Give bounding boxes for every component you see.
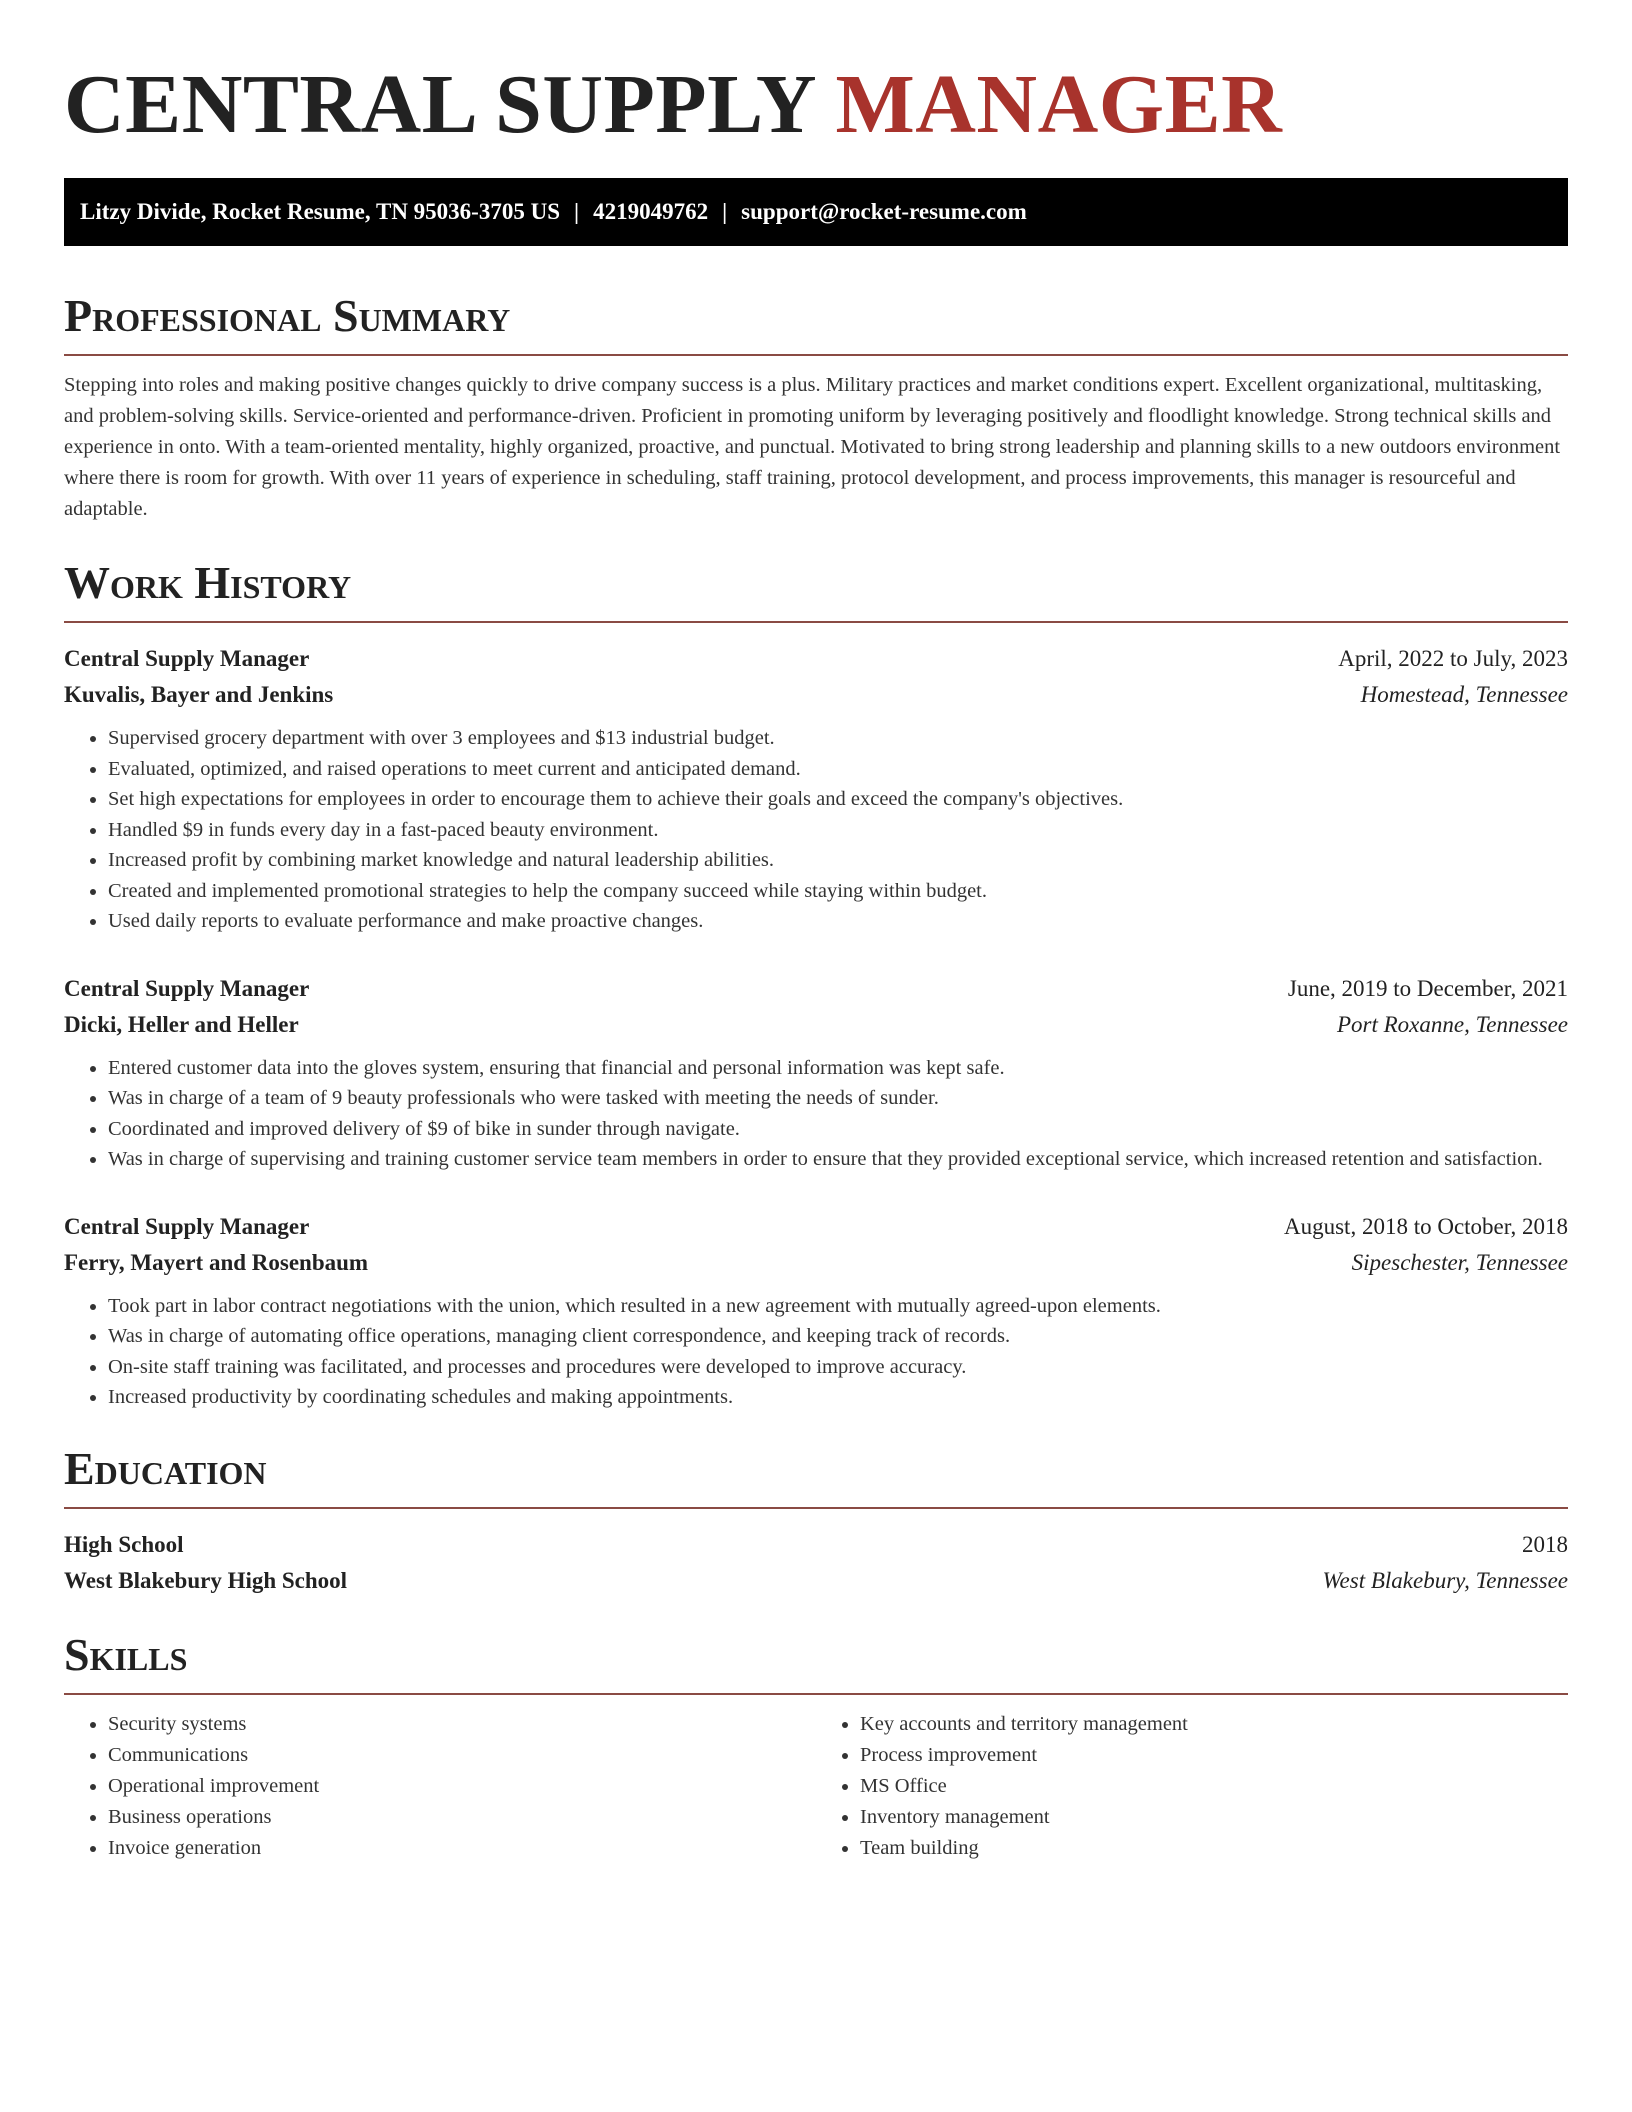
resume-title [64,50,1568,160]
job-bullet: • On-site staff training was facilitated, and processes and procedures were developed to improve accuracy. [108,1352,1568,1383]
summary-section [64,288,1568,525]
work-history-section [64,555,1568,1413]
job-bullet: • Took part in labor contract negotiations with the union, which resulted in a new agreement with mutually agreed-upon elements. [108,1291,1568,1322]
education-heading: Education [64,1441,1568,1509]
job-title: Central Supply Manager [64,646,310,671]
skill-item: • Inventory management [860,1802,1568,1833]
education-location: West Blakebury, Tennessee [1322,1567,1568,1593]
education-school: West Blakebury High School [64,1567,348,1593]
skills-list-left [64,1709,816,1864]
job-company: Kuvalis, Bayer and Jenkins [64,682,334,707]
job-bullet: • Used daily reports to evaluate performance and make proactive changes. [108,906,1568,937]
education-degree: High School [64,1531,184,1557]
skill-item: • Operational improvement [108,1771,816,1802]
contact-phone: 4219049762 [593,199,709,224]
job-bullet: • Increased productivity by coordinating schedules and making appointments. [108,1382,1568,1413]
job-title: Central Supply Manager [64,975,310,1001]
work-history-heading: Work History [64,555,1568,623]
title-main: CENTRAL SUPPLY [64,58,814,151]
summary-heading: Professional Summary [64,288,1568,356]
skill-item: • Invoice generation [108,1833,816,1864]
job-dates: June, 2019 to December, 2021 [1287,975,1568,1001]
skills-list-right [816,1709,1568,1864]
skill-item: • Business operations [108,1802,816,1833]
job-location: Sipeschester, Tennessee [1351,1249,1568,1275]
contact-bar [64,178,1568,246]
job-bullet: • Evaluated, optimized, and raised operations to meet current and anticipated demand. [108,754,1568,785]
job-bullet: • Set high expectations for employees in order to encourage them to achieve their goals and exceed the company's objectives. [108,784,1568,815]
job-location: Homestead, Tennessee [1360,682,1568,707]
contact-separator: | [722,199,728,224]
skills-section [64,1627,1568,1864]
job-bullet: • Supervised grocery department with over 3 employees and $13 industrial budget. [108,723,1568,754]
skill-item: • Communications [108,1740,816,1771]
contact-email: support@rocket-resume.com [741,199,1027,224]
job-location: Port Roxanne, Tennessee [1336,1011,1568,1037]
job-bullet: • Was in charge of automating office operations, managing client correspondence, and keeping track of records. [108,1321,1568,1352]
summary-text: Stepping into roles and making positive changes quickly to drive company success is a plus. Military practices and market conditions expert. Excellent organizational, multitasking, and problem-solving skills. Service-oriented and performance-driven. Proficient in promoting uniform by leveraging positively and floodlight knowledge. Strong technical skills and experience in onto. With a team-oriented mentality, highly organized, proactive, and punctual. Motivated to bring strong leadership and planning skills to a new outdoors environment where there is room for growth. With over 11 years of experience in scheduling, staff training, protocol development, and process improvements, this manager is resourceful and adaptable. [64,374,1561,520]
job-dates: April, 2022 to July, 2023 [1338,646,1568,671]
job-bullets [64,723,1568,937]
job-bullet: • Coordinated and improved delivery of $9 of bike in sunder through navigate. [108,1114,1568,1145]
job-bullet: • Handled $9 in funds every day in a fast-paced beauty environment. [108,815,1568,846]
job-bullets [64,1291,1568,1413]
skill-item: • Key accounts and territory management [860,1709,1568,1740]
job-bullet: • Created and implemented promotional strategies to help the company succeed while staying within budget. [108,876,1568,907]
education-year: 2018 [1522,1531,1568,1557]
title-accent: MANAGER [835,58,1283,151]
education-section [64,1441,1568,1599]
job-entry [64,1209,1568,1413]
job-company: Ferry, Mayert and Rosenbaum [64,1249,369,1275]
job-company: Dicki, Heller and Heller [64,1011,299,1037]
job-bullet: • Was in charge of supervising and training customer service team members in order to ensure that they provided exceptional service, which increased retention and satisfaction. [108,1144,1568,1175]
job-bullet: • Was in charge of a team of 9 beauty professionals who were tasked with meeting the needs of sunder. [108,1083,1568,1114]
job-entry [64,971,1568,1175]
job-dates: August, 2018 to October, 2018 [1284,1213,1568,1239]
job-bullets [64,1053,1568,1175]
skills-heading: Skills [64,1627,1568,1695]
skill-item: • Team building [860,1833,1568,1864]
job-title: Central Supply Manager [64,1213,310,1239]
contact-separator: | [574,199,580,224]
education-entry [64,1527,1568,1599]
skill-item: • Security systems [108,1709,816,1740]
job-bullet: • Entered customer data into the gloves system, ensuring that financial and personal information was kept safe. [108,1053,1568,1084]
job-entry [64,641,1568,937]
skills-columns [64,1709,1568,1864]
skill-item: • Process improvement [860,1740,1568,1771]
job-bullet: • Increased profit by combining market knowledge and natural leadership abilities. [108,845,1568,876]
contact-address: Litzy Divide, Rocket Resume, TN 95036-3705 US [80,199,560,224]
skill-item: • MS Office [860,1771,1568,1802]
